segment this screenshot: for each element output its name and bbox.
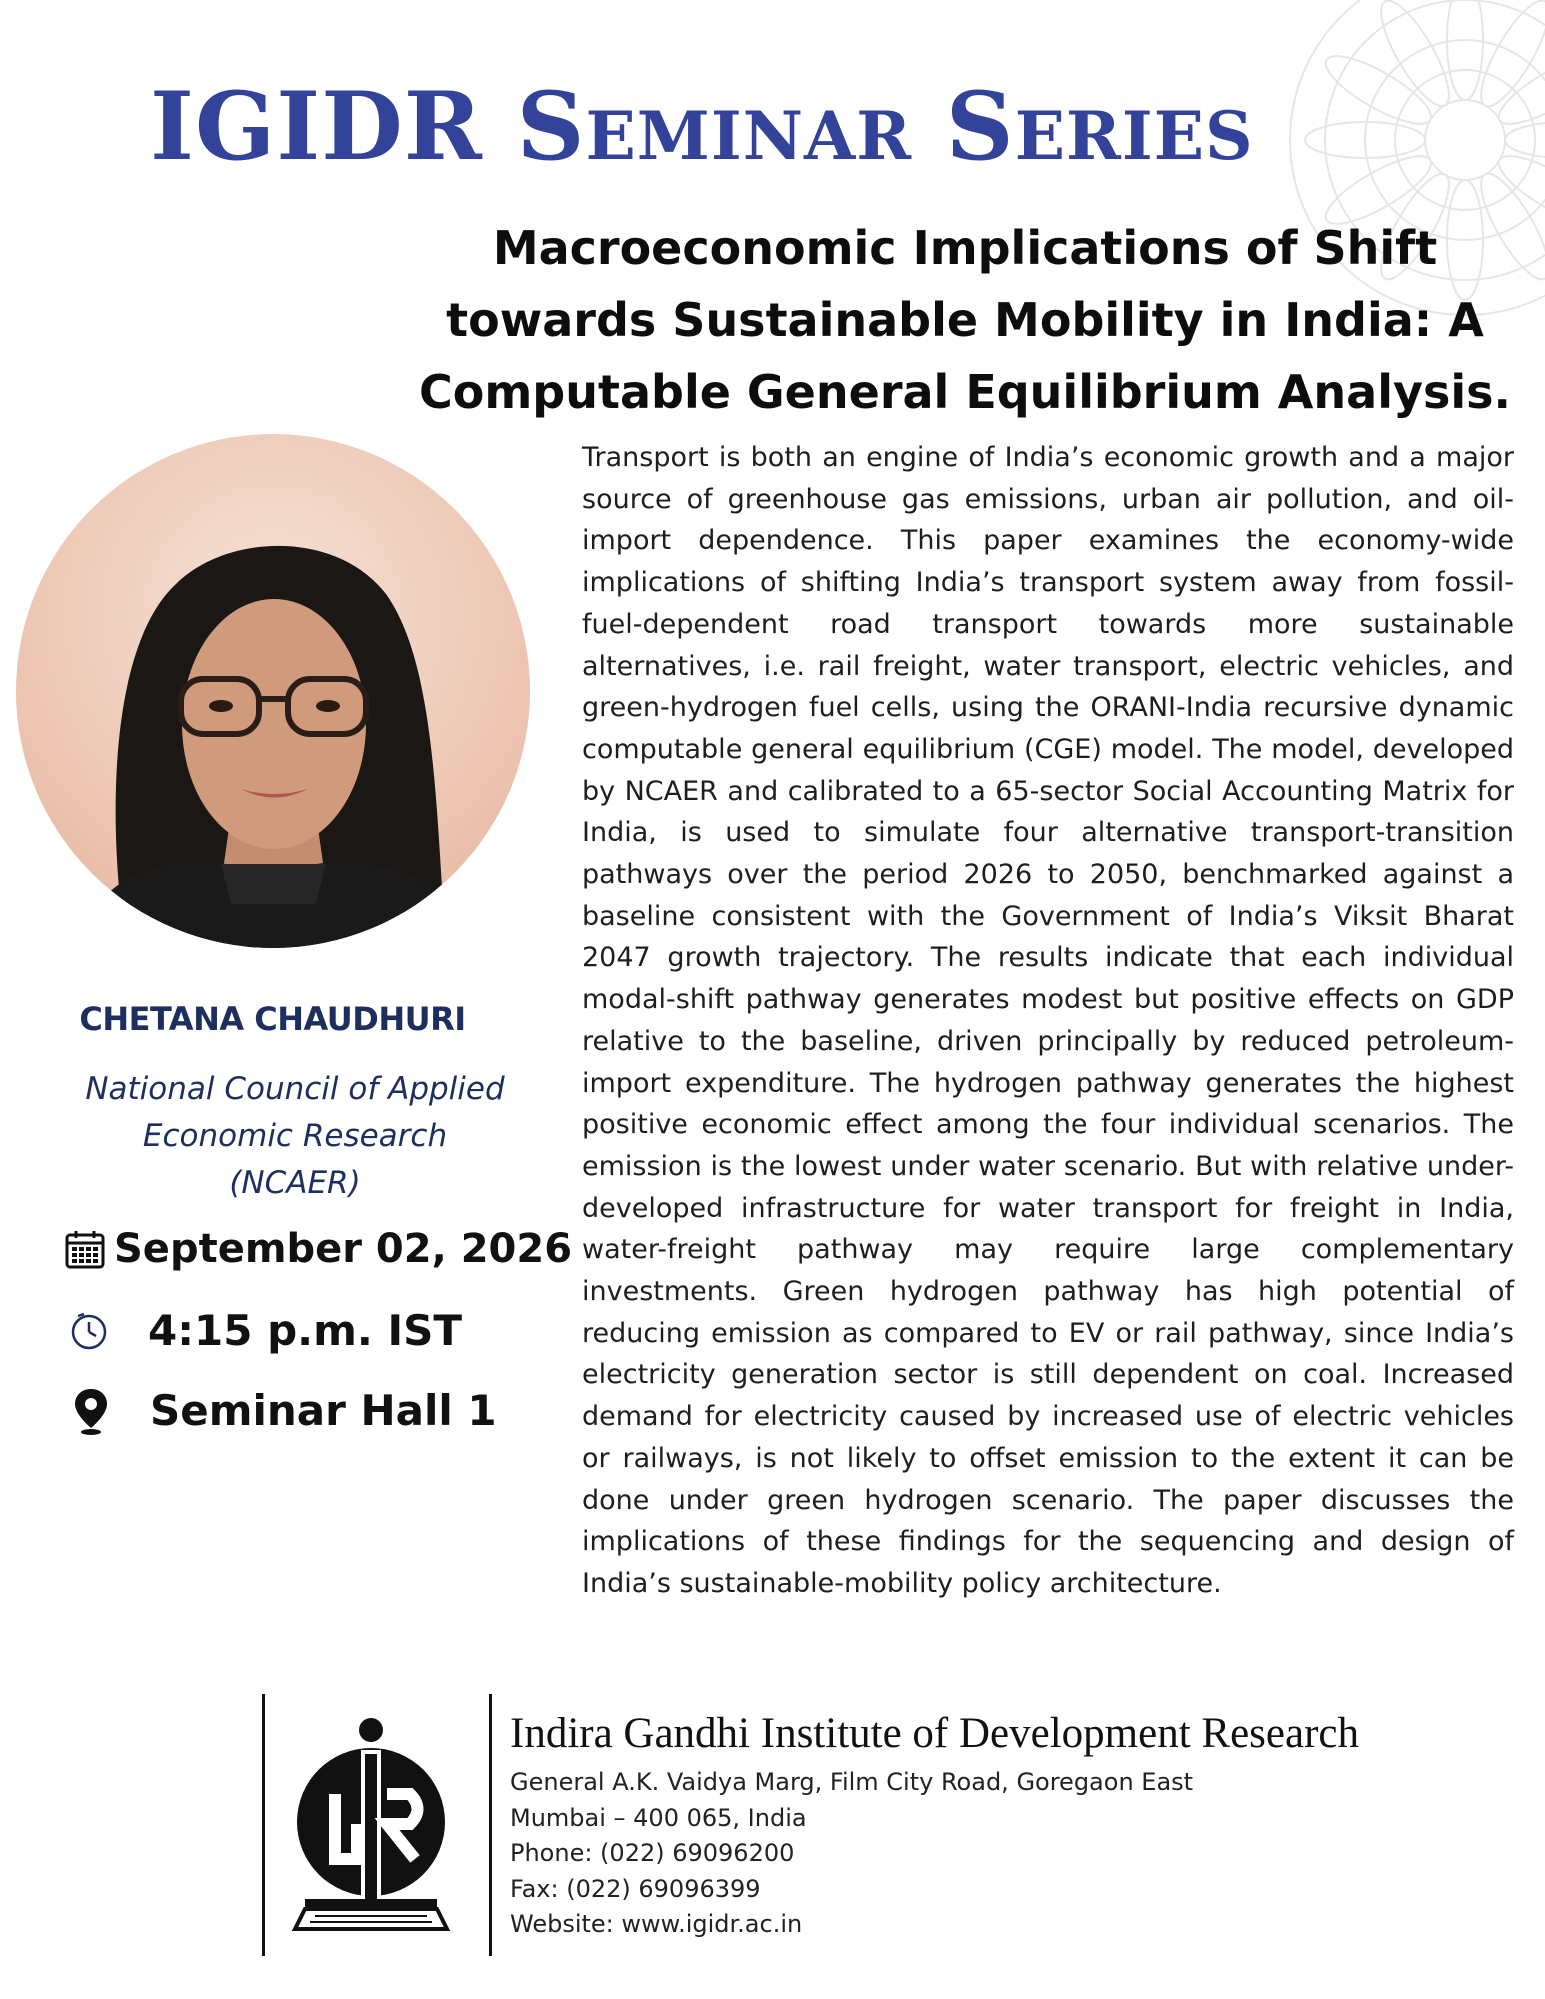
website-link[interactable]: Website: www.igidr.ac.in [510,1910,803,1938]
speaker-name: CHETANA CHAUDHURI [79,1000,466,1038]
event-venue-row [68,1386,497,1435]
location-pin-icon [68,1388,114,1434]
event-date: September 02, 2026 [114,1226,573,1272]
affiliation-line-1: National Council of Applied [85,1071,505,1107]
talk-title: Macroeconomic Implications of Shift towards Sustainable Mobility in India: A Computable General Equilibrium Analysis. [419,221,1511,419]
address-line-2: Mumbai – 400 065, India [510,1803,807,1832]
speaker-affiliation [40,1066,550,1207]
igidr-logo-box [262,1694,492,1956]
affiliation-line-2: Economic Research [142,1118,448,1154]
event-date-row [62,1226,572,1272]
igidr-logo [265,1694,489,1956]
talk-abstract: Transport is both an engine of India’s economic growth and a major source of greenhouse gas emissions, urban air pollution, and oil-import dependence. This paper examines the economy-wide implications of shifting India’s transport system away from fossil-fuel-dependent road transport towards more sustainable alternatives, i.e. rail freight, water transport, electric vehicles, and green-hydrogen fuel cells, using the ORANI-India recursive dynamic computable general equilibrium (CGE) model. The model, developed by NCAER and calibrated to a 65-sector Social Accounting Matrix for India, is used to simulate four alternative transport-transition pathways over the period 2026 to 2050, benchmarked against a baseline consistent with the Government of India’s Viksit Bharat 2047 growth trajectory. The results indicate that each individual modal-shift pathway generates modest but positive effects on GDP relative to the baseline, driven principally by reduced petroleum-import expenditure. The hydrogen pathway generates the highest positive economic effect among the four individual scenarios. The emission is the lowest under water scenario. But with relative under-developed infrastructure for water transport for freight in India, water-freight pathway may require large complementary investments. Green hydrogen pathway has high potential of reducing emission as compared to EV or rail pathway, since India’s electricity generation sector is still dependent on coal. Increased demand for electricity caused by increased use of electric vehicles or railways, is not likely to offset emission to the extent it can be done under green hydrogen scenario. The paper discusses the implications of these findings for the sequencing and design of India’s sustainable-mobility policy architecture. [582,442,1514,1599]
event-time: 4:15 p.m. IST [148,1306,462,1355]
speaker-photo [16,434,530,948]
series-title: IGIDR Seminar Series [150,72,1254,182]
event-time-row [66,1306,462,1355]
fax-number: Fax: (022) 69096399 [510,1874,761,1903]
address-line-1: General A.K. Vaidya Marg, Film City Road, Goregaon East [510,1768,1194,1796]
phone-number: Phone: (022) 69096200 [510,1839,795,1867]
calendar-icon [62,1226,108,1272]
event-venue: Seminar Hall 1 [150,1386,497,1435]
institute-contact [510,1765,1193,1943]
affiliation-line-3: (NCAER) [229,1165,361,1201]
clock-icon [66,1308,112,1354]
institute-name: Indira Gandhi Institute of Development Research [510,1710,1359,1757]
